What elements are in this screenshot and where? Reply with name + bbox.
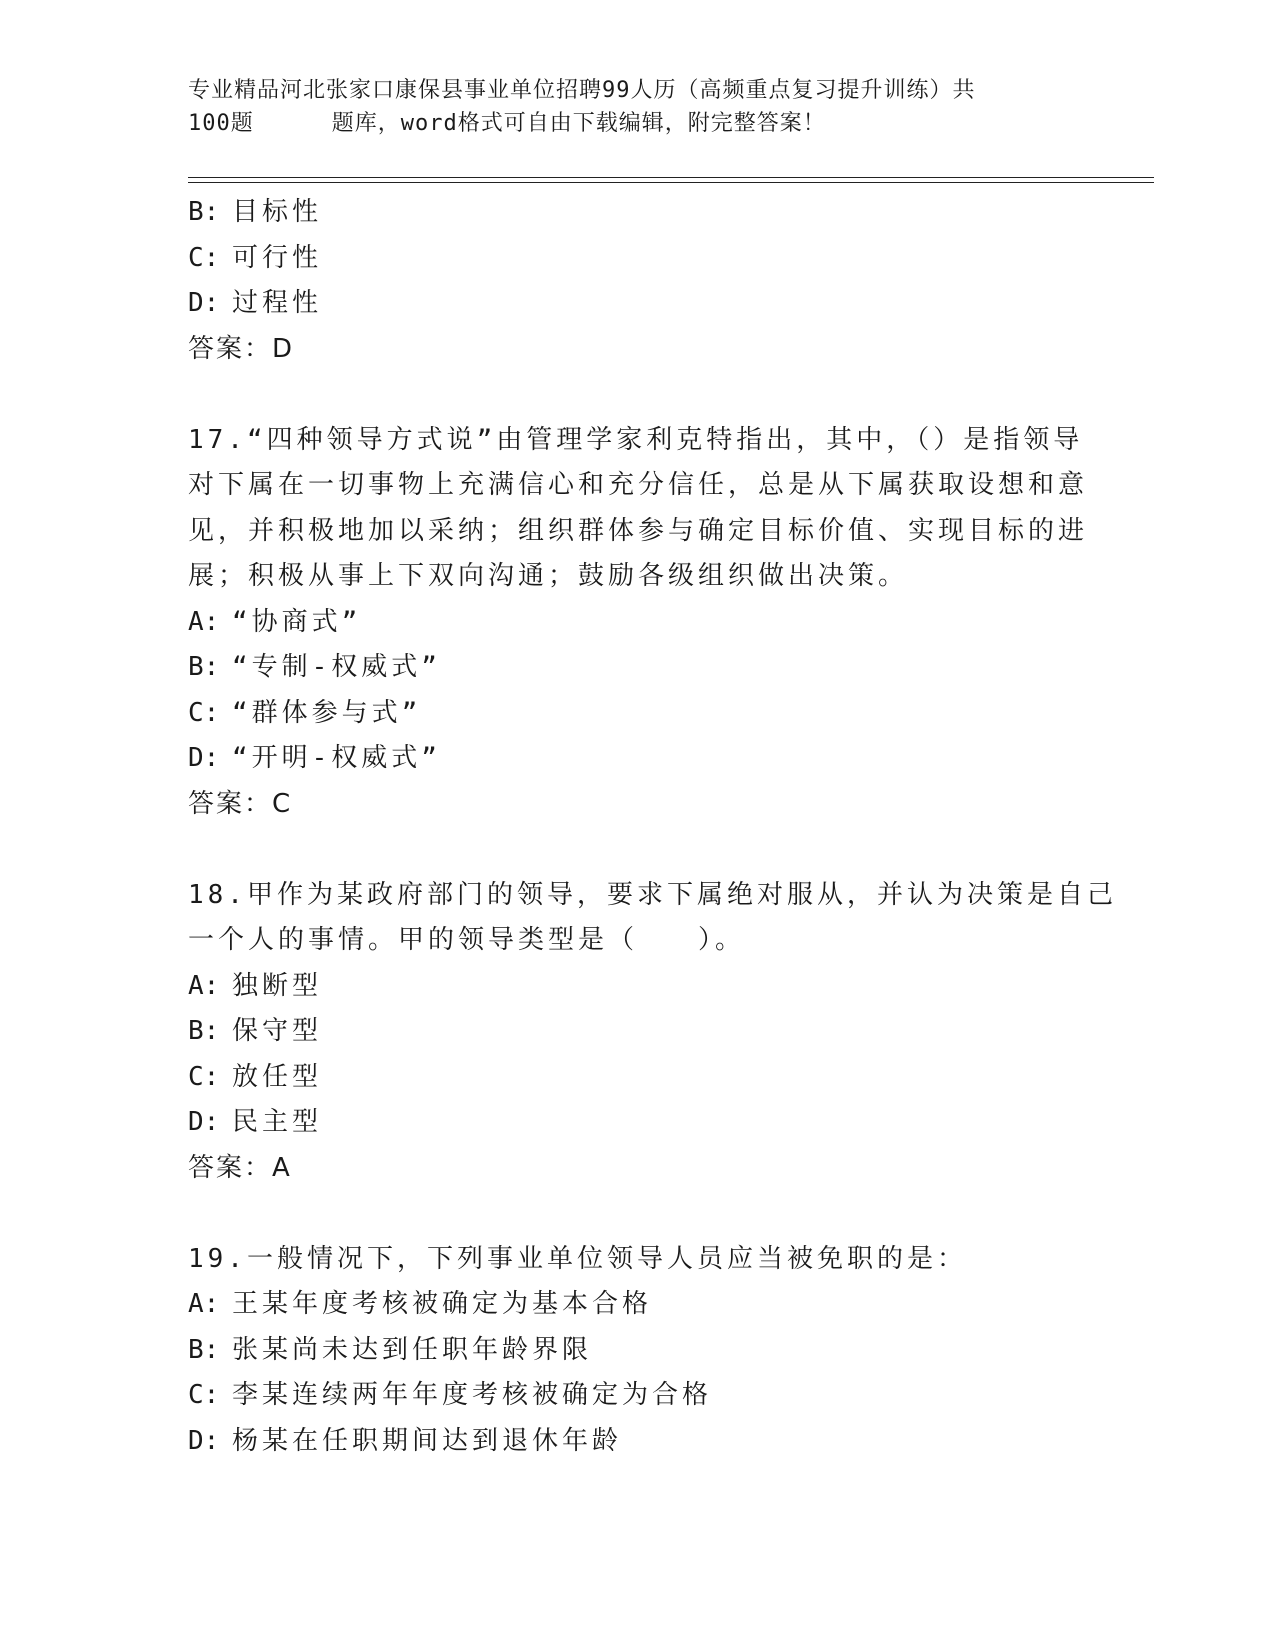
question-text-line: 19.一般情况下，下列事业单位领导人员应当被免职的是： (188, 1243, 967, 1274)
question-text-line: 对下属在一切事物上充满信心和充分信任，总是从下属获取设想和意 (188, 470, 1089, 500)
option-a: A: “协商式” (188, 606, 362, 637)
header-line-1: 专业精品河北张家口康保县事业单位招聘99人历（高频重点复习提升训练）共 (188, 78, 976, 103)
option-b: B: 目标性 (188, 197, 323, 227)
question-17 (188, 418, 1088, 828)
question-text-line: 见，并积极地加以采纳；组织群体参与确定目标价值、实现目标的进 (188, 515, 1089, 546)
question-text-line: 18.甲作为某政府部门的领导，要求下属绝对服从，并认为决策是自己 (188, 879, 1117, 910)
question-text-line: 展；积极从事上下双向沟通；鼓励各级组织做出决策。 (188, 561, 909, 591)
header-rule-top (188, 177, 1154, 178)
question-text-line: 17.“四种领导方式说”由管理学家利克特指出，其中，（）是指领导 (188, 424, 1084, 455)
prev-question (188, 190, 1088, 372)
answer: 答案：D (188, 333, 295, 364)
option-d: D: 杨某在任职期间达到退休年龄 (188, 1425, 623, 1456)
answer: 答案：A (188, 1152, 292, 1183)
header-count: 100题 (188, 111, 254, 136)
option-a: A: 王某年度考核被确定为基本合格 (188, 1289, 653, 1319)
option-d: D: 过程性 (188, 288, 323, 318)
option-d: D: “开明-权威式” (188, 743, 441, 773)
option-b: B: “专制-权威式” (188, 652, 441, 682)
header-line-2 (188, 107, 1068, 140)
answer: 答案：C (188, 788, 293, 819)
header-rule-bottom (188, 182, 1154, 183)
question-19 (188, 1237, 1088, 1465)
page-header (188, 74, 1068, 140)
question-content (188, 190, 1117, 1464)
option-c: C: 放任型 (188, 1061, 323, 1092)
option-c: C: 可行性 (188, 242, 323, 273)
option-c: C: 李某连续两年年度考核被确定为合格 (188, 1380, 713, 1410)
option-d: D: 民主型 (188, 1107, 323, 1137)
option-a: A: 独断型 (188, 970, 323, 1001)
option-b: B: 张某尚未达到任职年龄界限 (188, 1334, 593, 1365)
option-c: C: “群体参与式” (188, 697, 422, 728)
header-description: 题库，word格式可自由下载编辑，附完整答案！ (331, 111, 826, 136)
option-b: B: 保守型 (188, 1016, 323, 1046)
question-text-line: 一个人的事情。甲的领导类型是（ ）。 (188, 925, 746, 955)
question-18 (188, 873, 1117, 1192)
